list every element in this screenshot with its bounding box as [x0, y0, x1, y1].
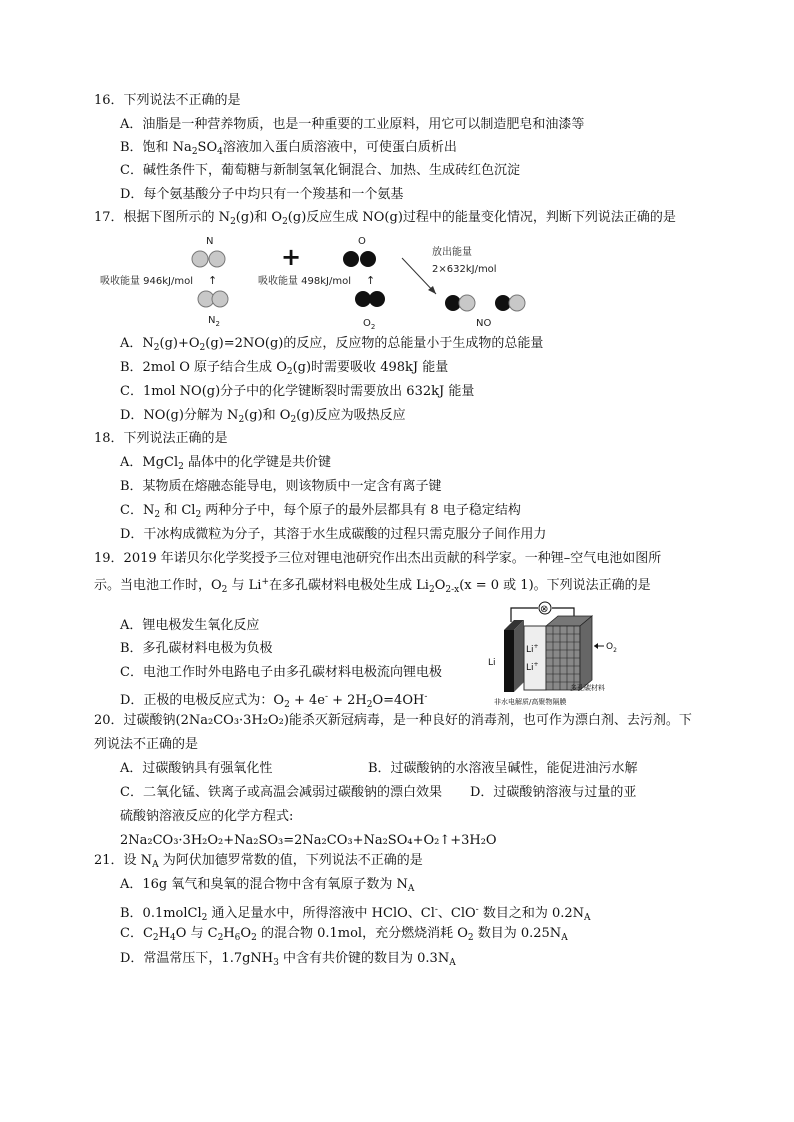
o2-arrow-head: [594, 643, 598, 649]
porous-carbon-electrode: [546, 616, 592, 690]
q21-option-c: C．$C_2H_4O$ 与 $C_2H_6O_2$ 的混合物 0.1mol，充分燃烧消耗 $O_2$ 数目为 $0.25N_A$: [120, 926, 568, 943]
release-value: 2×632kJ/mol: [432, 264, 497, 275]
n-atom: [192, 251, 208, 267]
q18-option-b: B．某物质在熔融态能导电，则该物质中一定含有离子键: [120, 479, 442, 494]
q16-option-a: A．油脂是一种营养物质，也是一种重要的工业原料，用它可以制造肥皂和油漆等: [120, 117, 585, 132]
o2-atom: [355, 291, 371, 307]
lithium-electrode: [504, 630, 514, 692]
o-atom: [360, 251, 376, 267]
q16-option-c: C．碱性条件下，葡萄糖与新制氢氧化铜混合、加热、生成砖红色沉淀: [120, 163, 520, 178]
q18-option-d: D．干冰构成微粒为分子，其溶于水生成碳酸的过程只需克服分子间作用力: [120, 527, 547, 542]
q18-stem: 18．下列说法正确的是: [94, 431, 228, 446]
q21-option-b: B．0.1molCl$_2$ 通入足量水中，所得溶液中 HClO、Cl-、ClO- 数目之和为 $0.2N_A$: [120, 905, 591, 923]
n-atom-label: N: [206, 236, 214, 247]
q17-option-a: A．$N_2(g)+O_2(g)=2NO(g)$的反应，反应物的总能量小于生成物的总能量: [120, 336, 544, 353]
q17-option-b: B．2mol O 原子结合生成 $O_2(g)$时需要吸收 498kJ 能量: [120, 360, 449, 377]
o2-figure-label: $O_2$: [606, 642, 617, 654]
absorb-n-label: 吸收能量 946kJ/mol: [100, 276, 194, 287]
q17-stem: 17．根据下图所示的 $N_2(g)$和 $O_2(g)$反应生成 NO(g)过程中的能量变化情况，判断下列说法正确的是: [94, 210, 676, 227]
q18-option-a: A．MgCl$_2$ 晶体中的化学键是共价键: [120, 455, 332, 472]
q20-option-b: B．过碳酸钠的水溶液呈碱性，能促进油污水解: [368, 761, 638, 776]
q19-stem-line2: 示。当电池工作时，$O_2$ 与 Li+在多孔碳材料电极处生成 $Li_2O_{2-x}(x = 0$ 或 1)。下列说法正确的是: [94, 577, 651, 595]
lithium-side: [514, 620, 524, 692]
q20-equation: 2Na₂CO₃·3H₂O₂+Na₂SO₃=2Na₂CO₃+Na₂SO₄+O₂↑+3H₂O: [120, 833, 497, 848]
electrolyte-layer: [524, 626, 546, 690]
release-title: 放出能量: [432, 247, 472, 258]
li-ion-label: Li+: [526, 661, 539, 673]
q16-option-b: B．饱和 $Na_2SO_4$溶液加入蛋白质溶液中，可使蛋白质析出: [120, 140, 457, 157]
porous-carbon-label: 多孔碳材料: [570, 684, 605, 692]
n2-atom: [212, 291, 228, 307]
o2-label: $O_2$: [363, 318, 376, 331]
electrolyte-label: 非水电解质/高聚物隔膜: [494, 698, 567, 706]
q19-option-a: A．锂电极发生氧化反应: [120, 618, 260, 633]
o2-atom: [369, 291, 385, 307]
up-arrow: ↑: [208, 274, 218, 287]
n2-label: $N_2$: [208, 315, 220, 328]
li-electrode-label: Li: [488, 658, 496, 668]
energy-diagram: [96, 232, 536, 332]
q21-option-a: A．16g 氧气和臭氧的混合物中含有氧原子数为 $N_A$: [120, 877, 415, 894]
absorb-o-label: 吸收能量 498kJ/mol: [258, 276, 352, 287]
q20-option-a: A．过碳酸钠具有强氧化性: [120, 761, 273, 776]
q19-option-c: C．电池工作时外电路电子由多孔碳材料电极流向锂电极: [120, 665, 442, 680]
q20-stem-line1: 20．过碳酸钠(2Na₂CO₃·3H₂O₂)能杀灭新冠病毒，是一种良好的消毒剂，也可作为漂白剂、去污剂。下: [94, 713, 692, 728]
no-n-atom: [509, 295, 525, 311]
circuit-wire: [511, 608, 538, 622]
q20-option-d-cont: 硫酸钠溶液反应的化学方程式:: [120, 809, 294, 824]
q20-option-c: C．二氧化锰、铁离子或高温会减弱过碳酸钠的漂白效果: [120, 785, 442, 800]
o-atom: [343, 251, 359, 267]
q20-stem-line2: 列说法不正确的是: [94, 737, 199, 752]
n-atom: [209, 251, 225, 267]
plus-sign: +: [281, 243, 302, 271]
q16-stem: 16．下列说法不正确的是: [94, 93, 241, 108]
q21-stem: 21．设 $N_A$ 为阿伏加德罗常数的值，下列说法不正确的是: [94, 853, 423, 870]
q19-option-b: B．多孔碳材料电极为负极: [120, 641, 273, 656]
q19-option-d: D．正极的电极反应式为：$O_2 + 4e^- + 2H_2O=4OH^-$: [120, 692, 428, 710]
q20-option-d: D．过碳酸钠溶液与过量的亚: [470, 785, 637, 800]
q17-option-d: D．NO(g)分解为 $N_2(g)$和 $O_2(g)$反应为吸热反应: [120, 408, 406, 425]
q21-option-d: D．常温常压下，1.7gNH$_3$ 中含有共价键的数目为 $0.3N_A$: [120, 951, 456, 968]
no-label: NO: [476, 318, 492, 329]
q19-stem-line1: 19．2019 年诺贝尔化学奖授予三位对锂电池研究作出杰出贡献的科学家。一种锂–空气电池如图所: [94, 551, 662, 566]
up-arrow: ↑: [366, 274, 376, 287]
no-n-atom: [459, 295, 475, 311]
q16-option-d: D．每个氨基酸分子中均只有一个羧基和一个氨基: [120, 187, 404, 202]
battery-figure: [486, 596, 646, 708]
q17-option-c: C．1mol NO(g)分子中的化学键断裂时需要放出 632kJ 能量: [120, 384, 475, 399]
o-atom-label: O: [358, 236, 366, 247]
q18-option-c: C．$N_2$ 和 $Cl_2$ 两种分子中，每个原子的最外层都具有 8 电子稳定结构: [120, 503, 521, 520]
svg-text:⊗: ⊗: [540, 604, 549, 615]
li-ion-label: Li+: [526, 643, 539, 655]
